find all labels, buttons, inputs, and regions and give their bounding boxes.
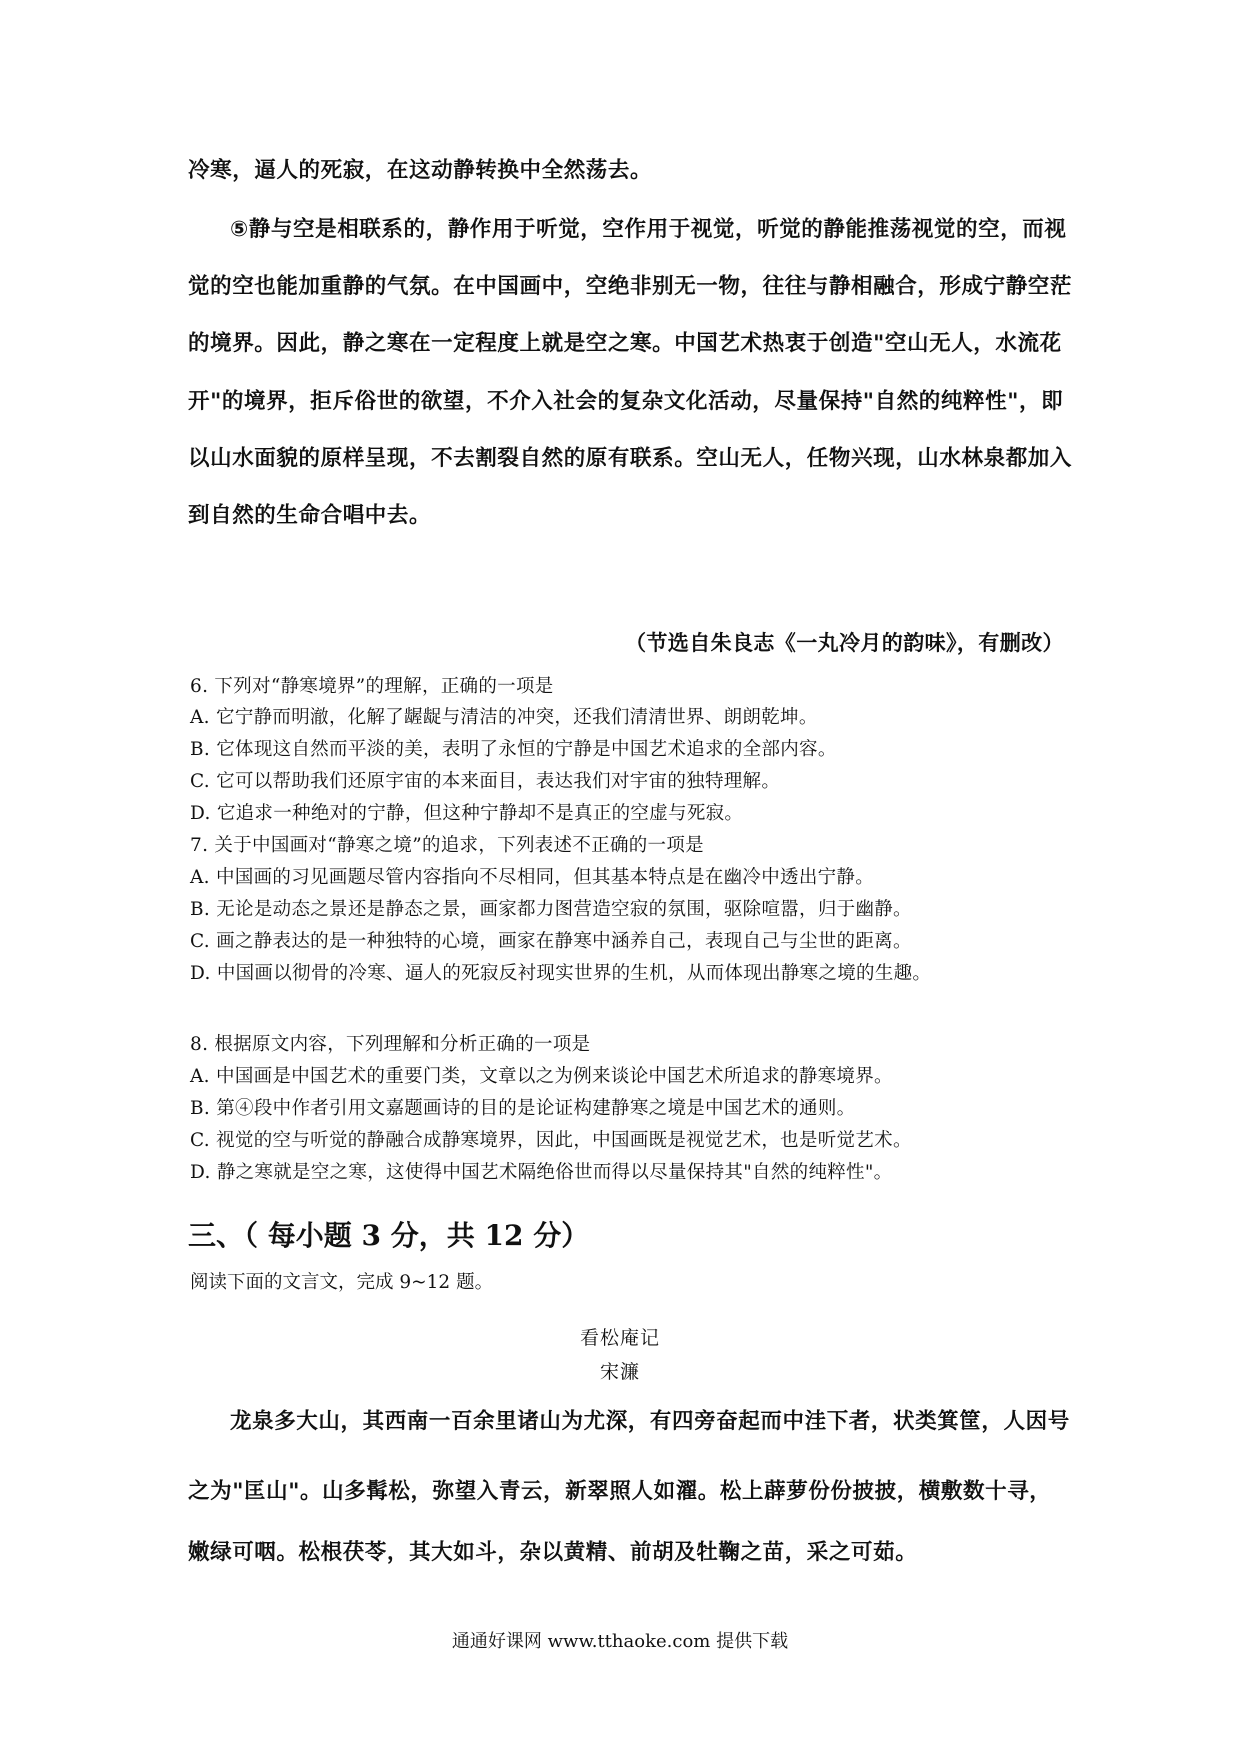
classical-line: 嫩绿可咽。松根茯苓，其大如斗，杂以黄精、前胡及牡鞠之苗，采之可茹。	[188, 1540, 918, 1565]
question-option: A. 它宁静而明澈，化解了龌龊与清洁的冲突，还我们清清世界、朗朗乾坤。	[190, 707, 818, 728]
question-stem: 6. 下列对“静寒境界”的理解，正确的一项是	[190, 676, 554, 697]
passage-line: 的境界。因此，静之寒在一定程度上就是空之寒。中国艺术热衷于创造"空山无人，水流花	[188, 331, 1062, 356]
classical-title: 看松庵记	[579, 1327, 660, 1349]
question-option: B. 无论是动态之景还是静态之景，画家都力图营造空寂的氛围，驱除喧嚣，归于幽静。	[190, 899, 912, 920]
question-option: B. 第④段中作者引用文嘉题画诗的目的是论证构建静寒之境是中国艺术的通则。	[190, 1098, 856, 1119]
page-footer: 通通好课网 www.tthaoke.com 提供下载	[451, 1631, 789, 1652]
question-option: C. 视觉的空与听觉的静融合成静寒境界，因此，中国画既是视觉艺术，也是听觉艺术。	[190, 1130, 912, 1151]
question-option: A. 中国画的习见画题尽管内容指向不尽相同，但其基本特点是在幽冷中透出宁静。	[190, 867, 875, 888]
passage-line: ⑤静与空是相联系的，静作用于听觉，空作用于视觉，听觉的静能推荡视觉的空，而视	[230, 217, 1067, 242]
question-option: D. 静之寒就是空之寒，这使得中国艺术隔绝俗世而得以尽量保持其"自然的纯粹性"。	[190, 1162, 893, 1183]
passage-line: 以山水面貌的原样呈现，不去割裂自然的原有联系。空山无人，任物兴现，山水林泉都加入	[188, 446, 1073, 471]
question-option: A. 中国画是中国艺术的重要门类，文章以之为例来谈论中国艺术所追求的静寒境界。	[190, 1066, 893, 1087]
classical-line: 龙泉多大山，其西南一百余里诸山为尤深，有四旁奋起而中洼下者，状类箕筐，人因号	[230, 1409, 1070, 1434]
question-option: C. 它可以帮助我们还原宇宙的本来面目，表达我们对宇宙的独特理解。	[190, 771, 781, 792]
question-option: B. 它体现这自然而平淡的美，表明了永恒的宁静是中国艺术追求的全部内容。	[190, 739, 837, 760]
question-stem: 7. 关于中国画对“静寒之境”的追求，下列表述不正确的一项是	[190, 835, 704, 856]
classical-author: 宋濂	[599, 1361, 640, 1383]
passage-source: （节选自朱良志《一丸冷月的韵味》，有删改）	[625, 631, 1064, 655]
question-option: D. 中国画以彻骨的冷寒、逼人的死寂反衬现实世界的生机，从而体现出静寒之境的生趣。	[190, 963, 932, 984]
passage-line: 开"的境界，拒斥俗世的欲望，不介入社会的复杂文化活动，尽量保持"自然的纯粹性"，即	[188, 389, 1064, 414]
classical-line: 之为"匡山"。山多髯松，弥望入青云，新翠照人如濯。松上薜萝份份披披，横敷数十寻，	[188, 1479, 1052, 1504]
passage-line: 冷寒，逼人的死寂，在这动静转换中全然荡去。	[188, 158, 653, 183]
question-stem: 8. 根据原文内容，下列理解和分析正确的一项是	[190, 1034, 591, 1055]
question-option: C. 画之静表达的是一种独特的心境，画家在静寒中涵养自己，表现自己与尘世的距离。	[190, 931, 912, 952]
section-instruction: 阅读下面的文言文，完成 9~12 题。	[190, 1272, 494, 1293]
section-heading: 三、（ 每小题 3 分，共 12 分）	[188, 1219, 590, 1252]
passage-line: 到自然的生命合唱中去。	[188, 503, 432, 528]
passage-line: 觉的空也能加重静的气氛。在中国画中，空绝非别无一物，往往与静相融合，形成宁静空茫	[188, 274, 1073, 299]
question-option: D. 它追求一种绝对的宁静，但这种宁静却不是真正的空虚与死寂。	[190, 803, 744, 824]
